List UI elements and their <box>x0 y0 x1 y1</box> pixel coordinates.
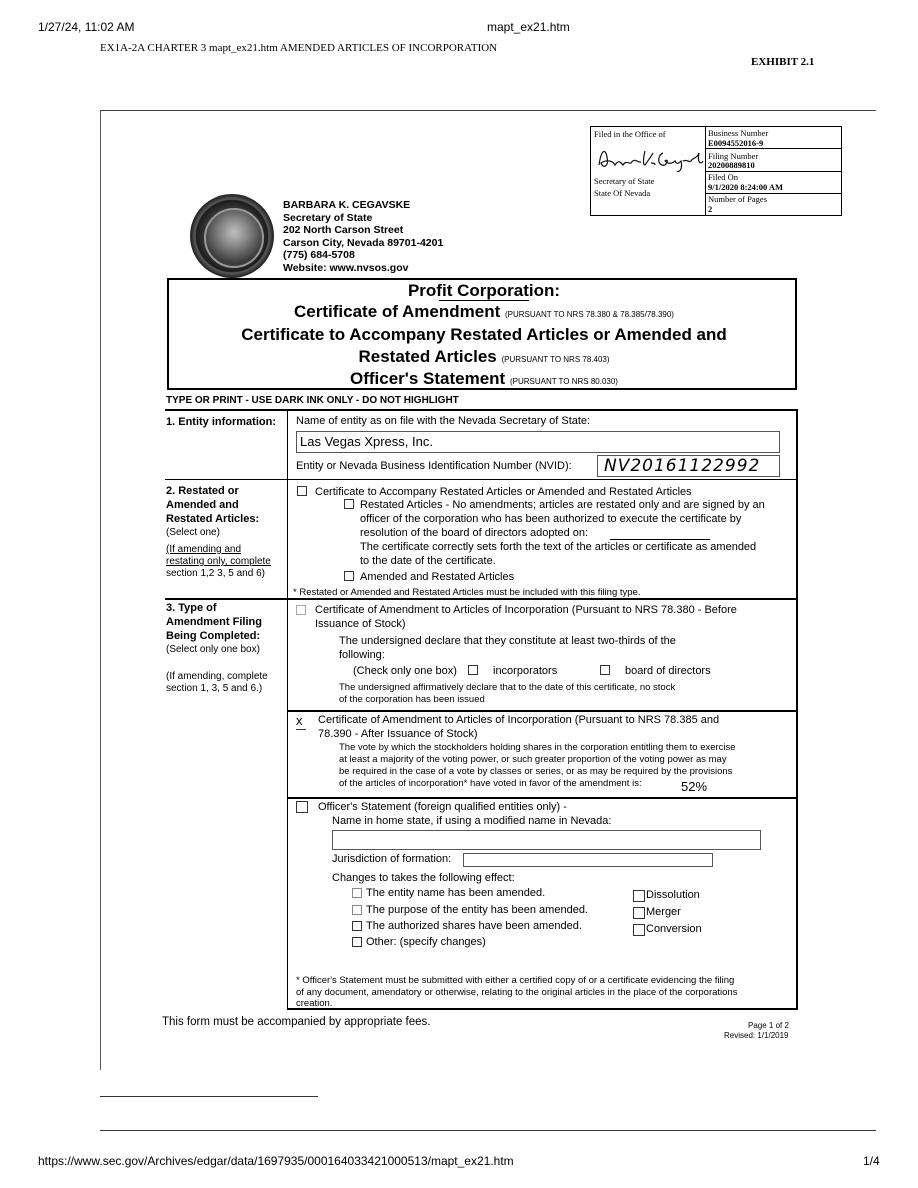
before-issuance-checkbox[interactable] <box>296 605 306 615</box>
secretary-address-block <box>283 199 443 275</box>
entity-name-prompt: Name of entity as on file with the Nevada Secretary of State: <box>296 415 591 427</box>
name-amended-label: The entity name has been amended. <box>366 887 546 899</box>
officer-statement-checkbox[interactable] <box>296 801 308 813</box>
merger-checkbox[interactable] <box>633 907 645 919</box>
jurisdiction-field[interactable] <box>463 853 713 867</box>
dissolution-label: Dissolution <box>646 889 700 901</box>
entity-name-value: Las Vegas Xpress, Inc. <box>300 434 433 449</box>
filing-number-label: Filing Number <box>708 151 759 161</box>
restated-articles-text: Restated Articles - No amendments; articles are restated only and are signed by an officer of the corporation who has been authorized to execute the certificate by resolution of the board of directors adopted on: The certificate correctly sets forth the text of the articles or certificate as amended to the date of the certificate. <box>360 499 765 567</box>
filed-office-label: Filed in the Office of <box>594 129 666 139</box>
form-top-rule <box>165 409 798 411</box>
vote-percentage[interactable]: 52% <box>681 779 708 794</box>
phone: (775) 684-5708 <box>283 249 355 262</box>
rule-2 <box>100 1130 876 1131</box>
section2-note: (If amending and restating only, complete section 1,2 3, 5 and 6) <box>166 544 271 579</box>
jurisdiction-label: Jurisdiction of formation: <box>332 853 452 865</box>
section1-label: 1. Entity information: <box>166 416 276 428</box>
title-line-2: Certificate to Accompany Restated Articles or Amended and <box>241 325 727 344</box>
title-line-4: Officer's Statement (PURSUANT TO NRS 80.030) <box>350 369 618 388</box>
purpose-amended-checkbox[interactable] <box>352 905 362 915</box>
vote-statement: The vote by which the stockholders holding shares in the corporation entitling them to exercise at least a majority of the voting power, or such greater proportion of the voting power as may be required in the case of a vote by classes or series, or as may be required by the provisions of the articles of incorporation* have voted in favor of the amendment is: <box>339 742 736 789</box>
home-state-name-field[interactable] <box>332 830 761 850</box>
board-of-directors-checkbox[interactable] <box>600 665 610 675</box>
amended-restated-label: Amended and Restated Articles <box>360 571 515 583</box>
nevada-state-seal-icon <box>190 194 274 278</box>
nvid-field[interactable] <box>597 455 780 477</box>
print-tab-title: mapt_ex21.htm <box>487 20 570 34</box>
website: Website: www.nvsos.gov <box>283 261 409 274</box>
dissolution-checkbox[interactable] <box>633 890 645 902</box>
officer-statement-note: * Officer's Statement must be submitted with either a certified copy of or a certificate evidencing the filing of any document, amendatory or otherwise, relating to the original articles in the place of the corporations creation. <box>296 975 738 1009</box>
section3-note: (If amending, complete section 1, 3, 5 and 6.) <box>166 671 268 694</box>
print-timestamp: 1/27/24, 11:02 AM <box>38 20 135 34</box>
scan-left-edge <box>100 110 101 1070</box>
signature-image <box>593 141 705 175</box>
secretary-of-state-label: Secretary of State <box>594 176 655 186</box>
section2-footnote: * Restated or Amended and Restated Articles must be included with this filing type. <box>293 587 641 598</box>
address-line-2: Carson City, Nevada 89701-4201 <box>283 236 444 249</box>
incorporators-checkbox[interactable] <box>468 665 478 675</box>
conversion-checkbox[interactable] <box>633 924 645 936</box>
merger-label: Merger <box>646 906 681 918</box>
conversion-label: Conversion <box>646 923 702 935</box>
amended-restated-checkbox[interactable] <box>344 571 354 581</box>
no-stock-declaration: The undersigned affirmatively declare that to the date of this certificate, no stock of the corporation has been issued <box>339 682 676 705</box>
state-label: State Of Nevada <box>594 188 651 198</box>
filed-on: 9/1/2020 8:24:00 AM <box>708 182 784 192</box>
form-revised-date: Revised: 1/1/2019 <box>724 1031 789 1040</box>
fees-notice: This form must be accompanied by appropriate fees. <box>162 1016 431 1028</box>
title-line-3: Restated Articles (PURSUANT TO NRS 78.403) <box>358 347 610 366</box>
changes-label: Changes to takes the following effect: <box>332 872 515 884</box>
restated-articles-checkbox[interactable] <box>344 499 354 509</box>
adoption-date-line[interactable] <box>610 539 710 540</box>
print-url: https://www.sec.gov/Archives/edgar/data/1697935/000164033421000513/mapt_ex21.htm <box>38 1154 514 1168</box>
filed-on-label: Filed On <box>708 172 738 182</box>
accompany-restated-label: Certificate to Accompany Restated Articles or Amended and Restated Articles <box>315 486 692 498</box>
rule-1 <box>100 1096 318 1097</box>
secretary-name: BARBARA K. CEGAVSKE <box>283 199 411 211</box>
name-amended-checkbox[interactable] <box>352 888 362 898</box>
filing-stamp-box <box>590 126 842 216</box>
print-page-count: 1/4 <box>863 1154 880 1168</box>
secretary-title: Secretary of State <box>283 211 373 224</box>
home-state-name-prompt: Name in home state, if using a modified name in Nevada: <box>332 815 612 827</box>
accompany-restated-checkbox[interactable] <box>297 486 307 496</box>
incorporators-label: incorporators <box>493 665 558 677</box>
section3-label: 3. Type of Amendment Filing Being Completed: <box>166 602 262 642</box>
before-issuance-label: Certificate of Amendment to Articles of Incorporation (Pursuant to NRS 78.380 - Before Issuance of Stock) <box>315 604 737 630</box>
other-changes-label: Other: (specify changes) <box>366 936 486 948</box>
section2-label: 2. Restated or Amended and Restated Articles: <box>166 485 260 525</box>
after-issuance-check-mark: x <box>296 713 303 728</box>
after-issuance-checkbox[interactable] <box>296 713 306 728</box>
business-number-label: Business Number <box>708 128 769 138</box>
section1-bottom-rule <box>165 479 798 480</box>
exhibit-label: EXHIBIT 2.1 <box>751 56 815 68</box>
other-changes-checkbox[interactable] <box>352 937 362 947</box>
nvid-handwritten-value: NV20161122992 <box>604 456 761 476</box>
scan-top-edge <box>100 110 876 111</box>
after-issuance-label: Certificate of Amendment to Articles of Incorporation (Pursuant to NRS 78.385 and 78.390 - After Issuance of Stock) <box>318 714 720 740</box>
purpose-amended-label: The purpose of the entity has been amended. <box>366 904 588 916</box>
form-page-number: Page 1 of 2 <box>748 1021 789 1030</box>
section3-select-one: (Select only one box) <box>166 644 260 655</box>
ink-instruction: TYPE OR PRINT - USE DARK INK ONLY - DO NOT HIGHLIGHT <box>166 395 459 406</box>
before-after-rule <box>287 710 798 712</box>
board-of-directors-label: board of directors <box>625 665 711 677</box>
form-title-box <box>167 278 797 390</box>
after-officer-rule <box>287 797 798 799</box>
officer-statement-label: Officer's Statement (foreign qualified entities only) - <box>318 801 567 813</box>
form-heading: Profit Corporation: <box>407 281 561 300</box>
address-line-1: 202 North Carson Street <box>283 224 404 237</box>
nvid-prompt: Entity or Nevada Business Identification Number (NVID): <box>296 460 572 472</box>
before-issuance-declaration: The undersigned declare that they constitute at least two-thirds of the following: <box>339 635 676 661</box>
section2-select-one: (Select one) <box>166 527 220 538</box>
title-line-1: Certificate of Amendment (PURSUANT TO NRS 78.380 & 78.385/78.390) <box>294 302 674 321</box>
entity-name-field[interactable] <box>296 431 780 453</box>
check-one-label: (Check only one box) <box>353 665 457 677</box>
filing-number: 20200889810 <box>708 160 755 170</box>
shares-amended-label: The authorized shares have been amended. <box>366 920 582 932</box>
pages-count: 2 <box>708 204 713 214</box>
business-number: E0094552016-9 <box>708 138 764 148</box>
shares-amended-checkbox[interactable] <box>352 921 362 931</box>
document-title: EX1A-2A CHARTER 3 mapt_ex21.htm AMENDED ARTICLES OF INCORPORATION <box>100 42 498 54</box>
pages-label: Number of Pages <box>708 194 768 204</box>
